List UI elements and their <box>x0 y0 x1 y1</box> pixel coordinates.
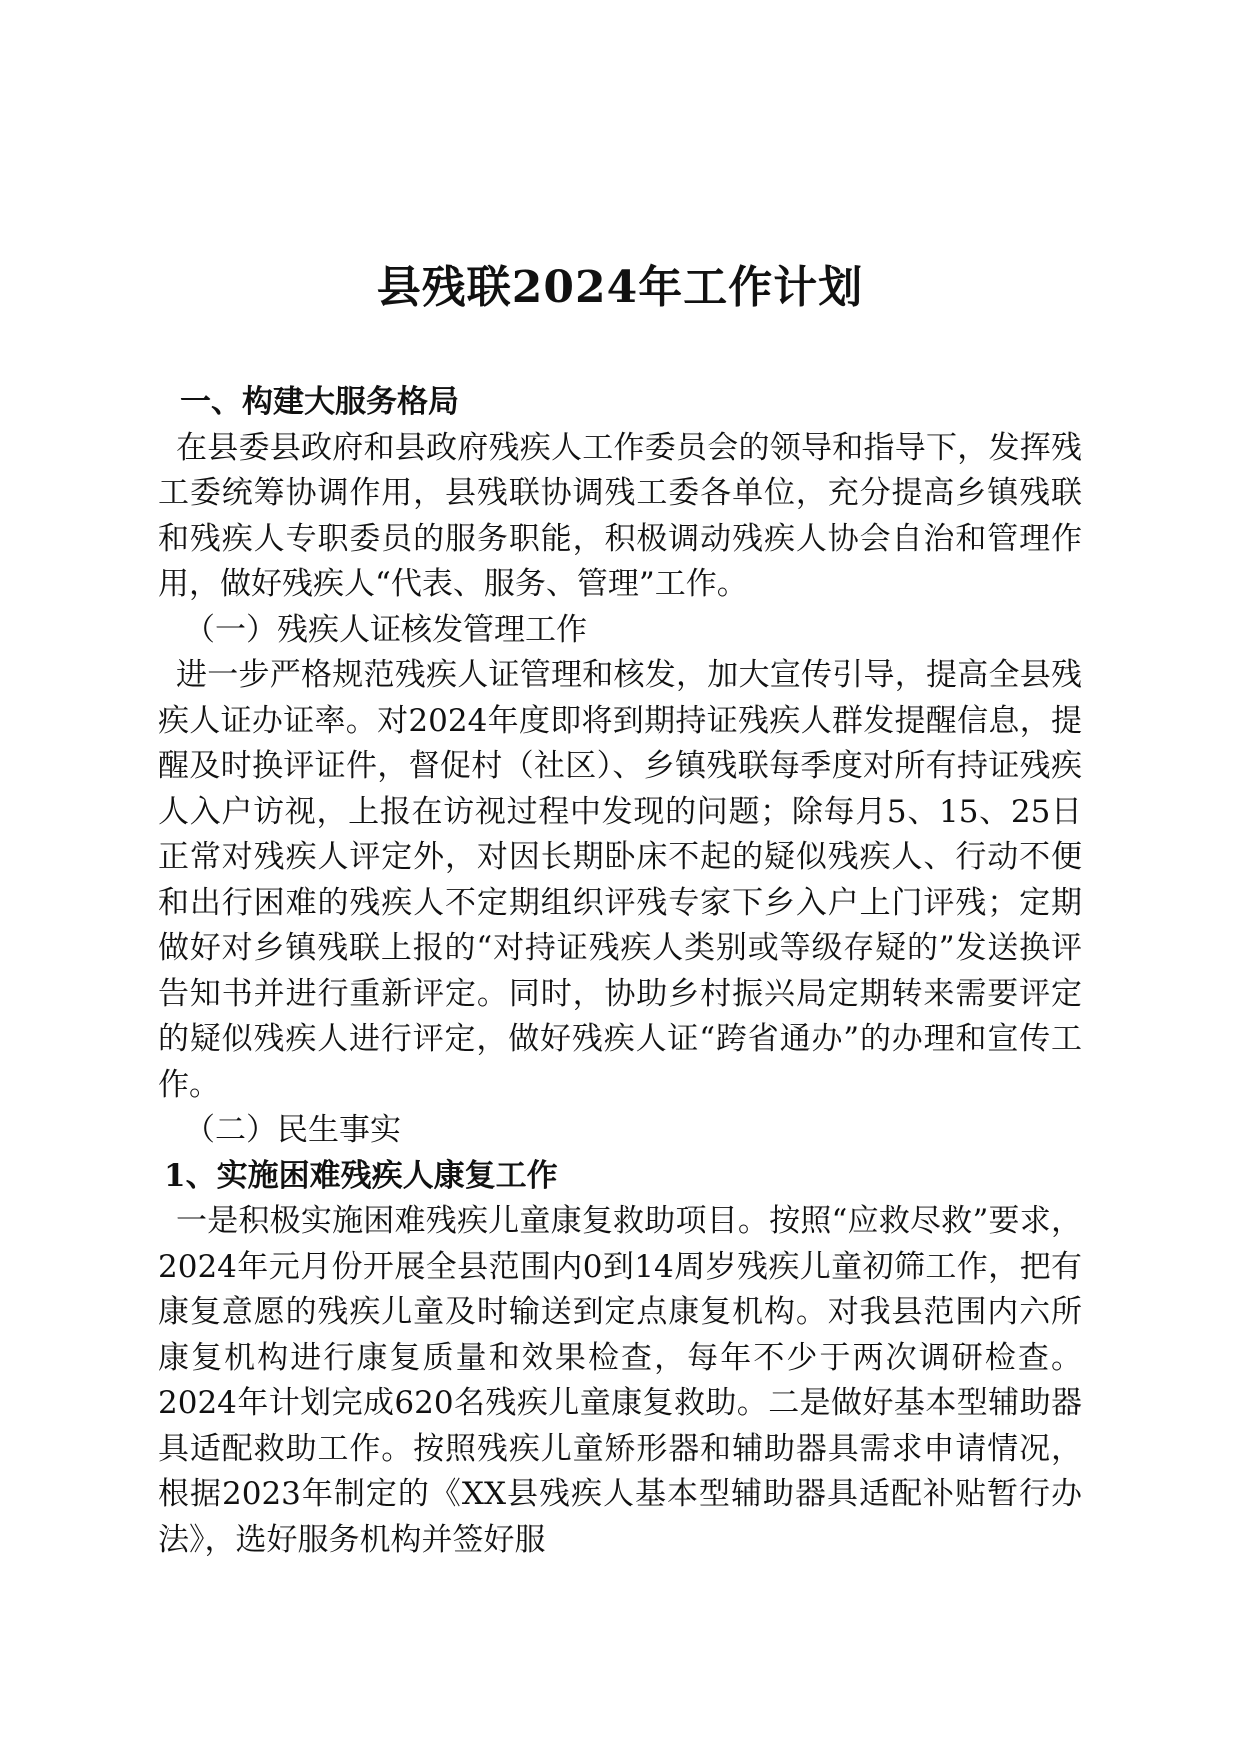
document-title: 县残联2024年工作计划 <box>376 262 864 313</box>
subsection-heading: （二）民生事实 <box>184 1112 401 1148</box>
document-body <box>158 380 1082 1563</box>
subsection-paragraph: 进一步严格规范残疾人证管理和核发，加大宣传引导，提高全县残疾人证办证率。对2024年度即将到期持证残疾人群发提醒信息，提醒及时换评证件，督促村（社区）、乡镇残联每季度对所有持证残疾人入户访视，上报在访视过程中发现的问题；除每月5、15、25日正常对残疾人评定外，对因长期卧床不起的疑似残疾人、行动不便和出行困难的残疾人不定期组织评残专家下乡入户上门评残；定期做好对乡镇残联上报的“对持证残疾人类别或等级存疑的”发送换评告知书并进行重新评定。同时，协助乡村振兴局定期转来需要评定的疑似残疾人进行评定，做好残疾人证“跨省通办”的办理和宣传工作。 <box>158 657 1082 1103</box>
subsection-heading: （一）残疾人证核发管理工作 <box>184 611 587 648</box>
section-paragraph: 在县委县政府和县政府残疾人工作委员会的领导和指导下，发挥残工委统筹协调作用，县残联协调残工委各单位，充分提高乡镇残联和残疾人专职委员的服务职能，积极调动残疾人协会自治和管理作用，做好残疾人“代表、服务、管理”工作。 <box>158 429 1082 602</box>
item-paragraph: 一是积极实施困难残疾儿童康复救助项目。按照“应救尽救”要求，2024年元月份开展全县范围内0到14周岁残疾儿童初筛工作，把有康复意愿的残疾儿童及时输送到定点康复机构。对我县范围内六所康复机构进行康复质量和效果检查，每年不少于两次调研检查。2024年计划完成620名残疾儿童康复救助。二是做好基本型辅助器具适配救助工作。按照残疾儿童矫形器和辅助器具需求申请情况，根据2023年制定的《XX县残疾人基本型辅助器具适配补贴暂行办法》，选好服务机构并签好服 <box>158 1203 1082 1558</box>
item-heading: 1、实施困难残疾人康复工作 <box>164 1157 558 1194</box>
section-heading: 一、构建大服务格局 <box>180 384 459 420</box>
